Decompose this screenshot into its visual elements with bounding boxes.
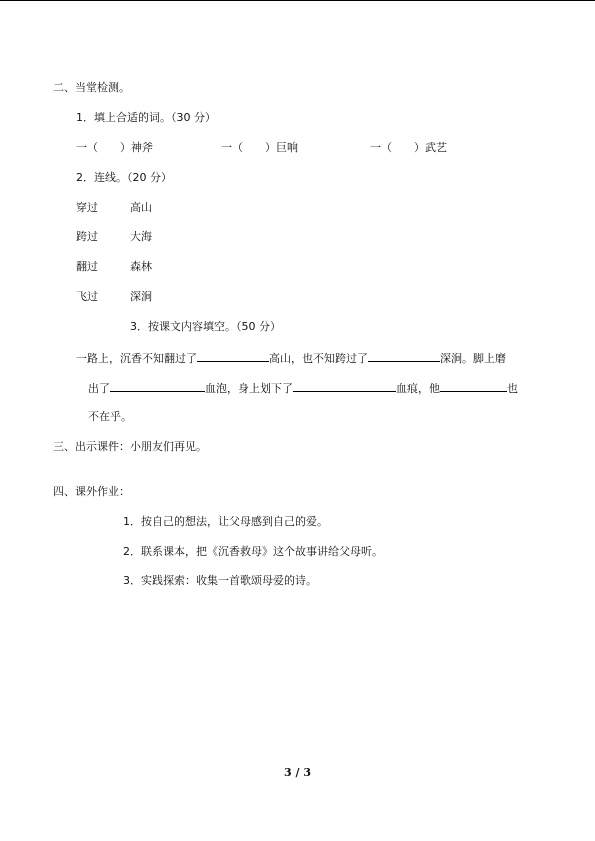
q2-left-3: 翻过 [76, 260, 98, 273]
q2-left-1: 穿过 [76, 201, 98, 214]
q3-text-2d: 也 [507, 382, 518, 395]
q3-text-1c: 深涧。脚上磨 [440, 352, 506, 365]
q3-text-1b: 高山，也不知跨过了 [269, 352, 368, 365]
q2-right-1: 高山 [130, 201, 152, 214]
fill-blank-1[interactable] [197, 350, 269, 362]
fill-blank-3[interactable] [110, 380, 205, 392]
section-4-heading: 四、课外作业： [53, 485, 130, 498]
section-2-heading: 二、当堂检测。 [53, 81, 130, 94]
q3-paragraph-line-1 [76, 350, 506, 366]
question-3-title: 3．按课文内容填空。（50 分） [130, 320, 281, 333]
q2-right-3: 森林 [130, 260, 152, 273]
q2-left-4: 飞过 [76, 290, 98, 303]
q3-text-2b: 血泡，身上划下了 [205, 382, 293, 395]
q3-text-2a: 出了 [88, 382, 110, 395]
q3-paragraph-line-3: 不在乎。 [88, 410, 132, 423]
section-3-heading: 三、出示课件：小朋友们再见。 [53, 440, 207, 453]
q3-text-2c: 血痕，他 [396, 382, 440, 395]
homework-item-1: 1．按自己的想法，让父母感到自己的爱。 [123, 515, 328, 528]
q3-text-1a: 一路上，沉香不知翻过了 [76, 352, 197, 365]
homework-item-2: 2．联系课本，把《沉香救母》这个故事讲给父母听。 [123, 545, 383, 558]
q2-right-2: 大海 [130, 230, 152, 243]
top-rule [0, 0, 595, 1]
question-2-title: 2．连线。（20 分） [76, 171, 172, 184]
page-number: 3 / 3 [284, 766, 311, 779]
q2-right-4: 深涧 [130, 290, 152, 303]
question-1-title: 1．填上合适的词。（30 分） [76, 111, 216, 124]
q1-item-3: 一（ ）武艺 [370, 141, 447, 154]
homework-item-3: 3．实践探索：收集一首歌颂母爱的诗。 [123, 574, 317, 587]
q1-item-1: 一（ ）神斧 [76, 141, 153, 154]
fill-blank-2[interactable] [368, 350, 440, 362]
q2-left-2: 跨过 [76, 230, 98, 243]
fill-blank-5[interactable] [440, 380, 507, 392]
q1-item-2: 一（ ）巨响 [221, 141, 298, 154]
q3-paragraph-line-2 [88, 380, 518, 396]
fill-blank-4[interactable] [293, 380, 396, 392]
